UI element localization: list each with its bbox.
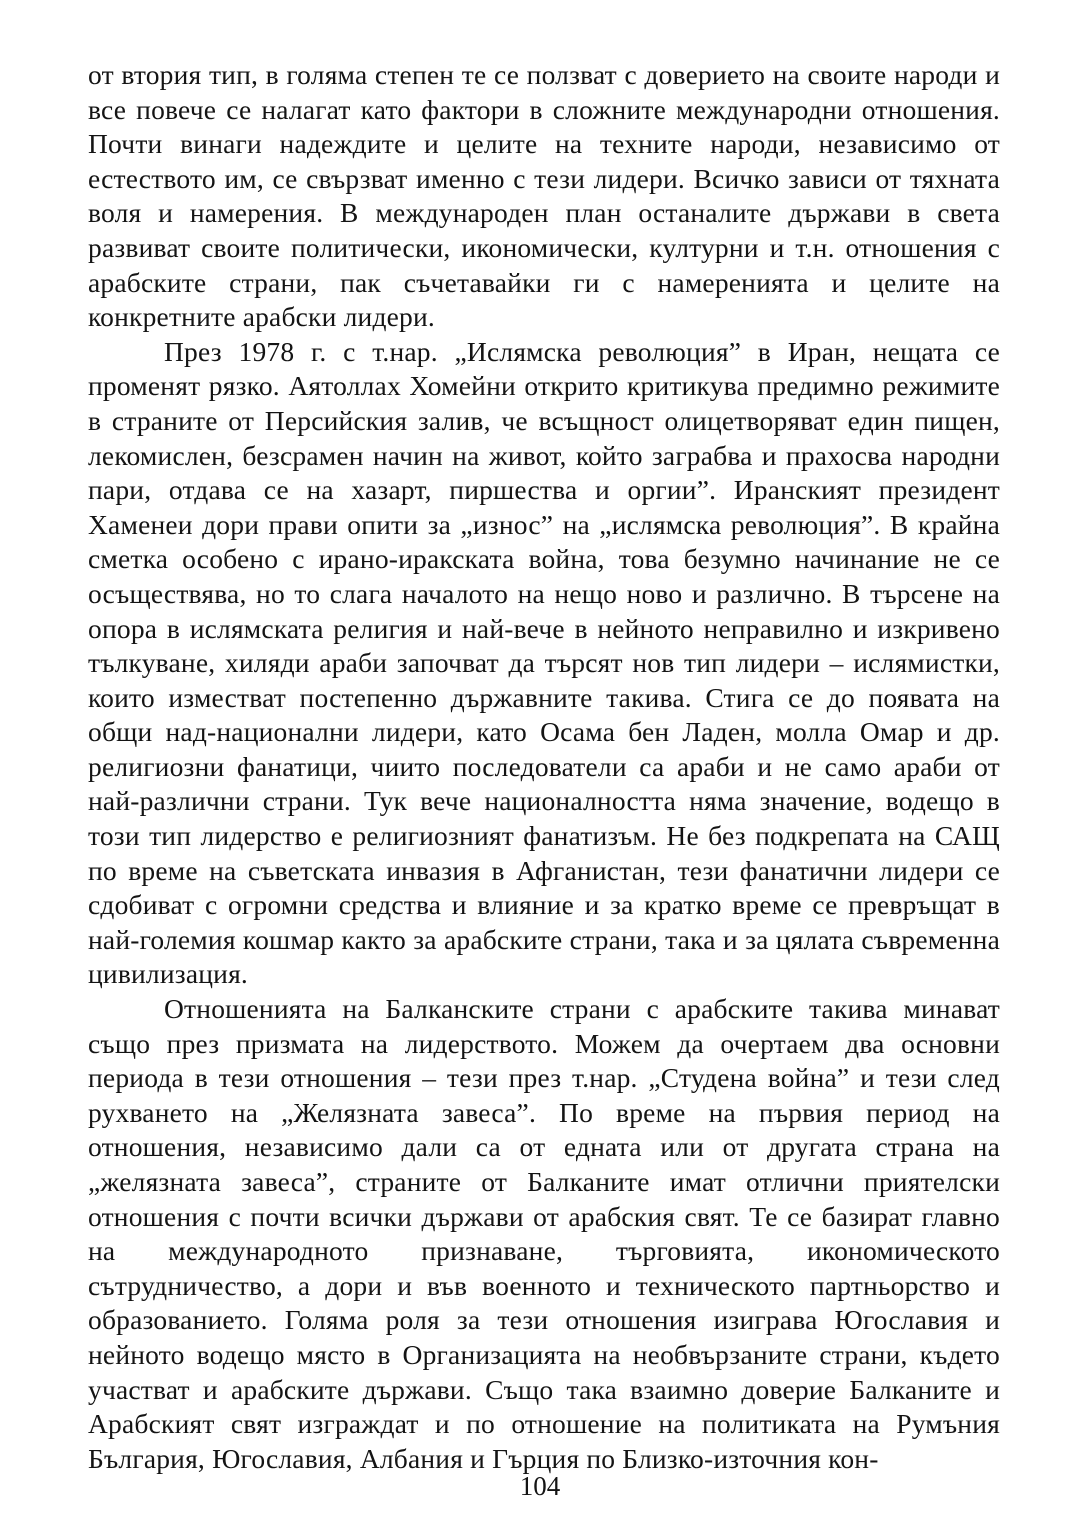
paragraph-continuation: от втория тип, в голяма степен те се ползват с доверието на своите народи и все повече се налагат като фактори в сложните международни отношения. Почти винаги надеждите и целите на техните народи, независимо от естеството им, се свързват именно с тези лидери. Всичко зависи от тяхната воля и намерения. В международен план останалите държави в света развиват своите политически, икономически, културни и т.н. отношения с арабските страни, пак съчетавайки ги с намеренията и целите на конкретните арабски лидери.: [88, 59, 1000, 333]
page-number: 104: [519, 1471, 561, 1501]
paragraph-balkan-relations: Отношенията на Балканските страни с арабските такива минават също през призмата на лидерството. Можем да очертаем два основни периода в тези отношения – тези през т.нар. „Студена война” и тези след рухването на „Желязната завеса”. По време на първия период на отношения, независимо дали са от едната или от другата страна на „желязната завеса”, страните от Балканите имат отлични приятелски отношения с почти всички държави от арабския свят. Те се базират главно на международното признаване, търговията, икономическото сътрудничество, а дори и във военното и техническото партньорство и образованието. Голяма роля за тези отношения изиграва Югославия и нейното водещо място в Организацията на необвързаните страни, където участват и арабските държави. Също така взаимно доверие Балканите и Арабският свят изграждат и по отношение на политиката на Румъния България, Югославия, Албания и Гърция по Близко-източния кон-: [88, 993, 1000, 1474]
paragraph-islamic-revolution: През 1978 г. с т.нар. „Ислямска революция” в Иран, нещата се променят рязко. Аятоллах Хомейни открито критикува предимно режимите в страните от Персийския залив, че всъщност олицетворяват един пищен, лекомислен, безсрамен начин на живот, който заграбва и прахосва народни пари, отдава се на хазарт, пиршества и оргии”. Иранският президент Хаменеи дори прави опити за „износ” на „ислямска революция”. В крайна сметка особено с ирано-иракската война, това безумно начинание не се осъществява, но то слага началото на нещо ново и различно. В търсене на опора в ислямската религия и най-вече в нейното неправилно и изкривено тълкуване, хиляди араби започват да търсят нов тип лидери – ислямистки, които изместват постепенно държавните такива. Стига се до появата на общи над-национални лидери, като Осама бен Ладен, молла Омар и др. религиозни фанатици, чиито последователи са араби и не само араби от най-различни страни. Тук вече националността няма значение, водещо в този тип лидерство е религиозният фанатизъм. Не без подкрепата на САЩ по време на съветската инвазия в Афганистан, тези фанатични лидери се сдобиват с огромни средства и влияние и за кратко време се превръщат в най-големия кошмар както за арабските страни, така и за цялата съвременна цивилизация.: [88, 335, 1000, 990]
